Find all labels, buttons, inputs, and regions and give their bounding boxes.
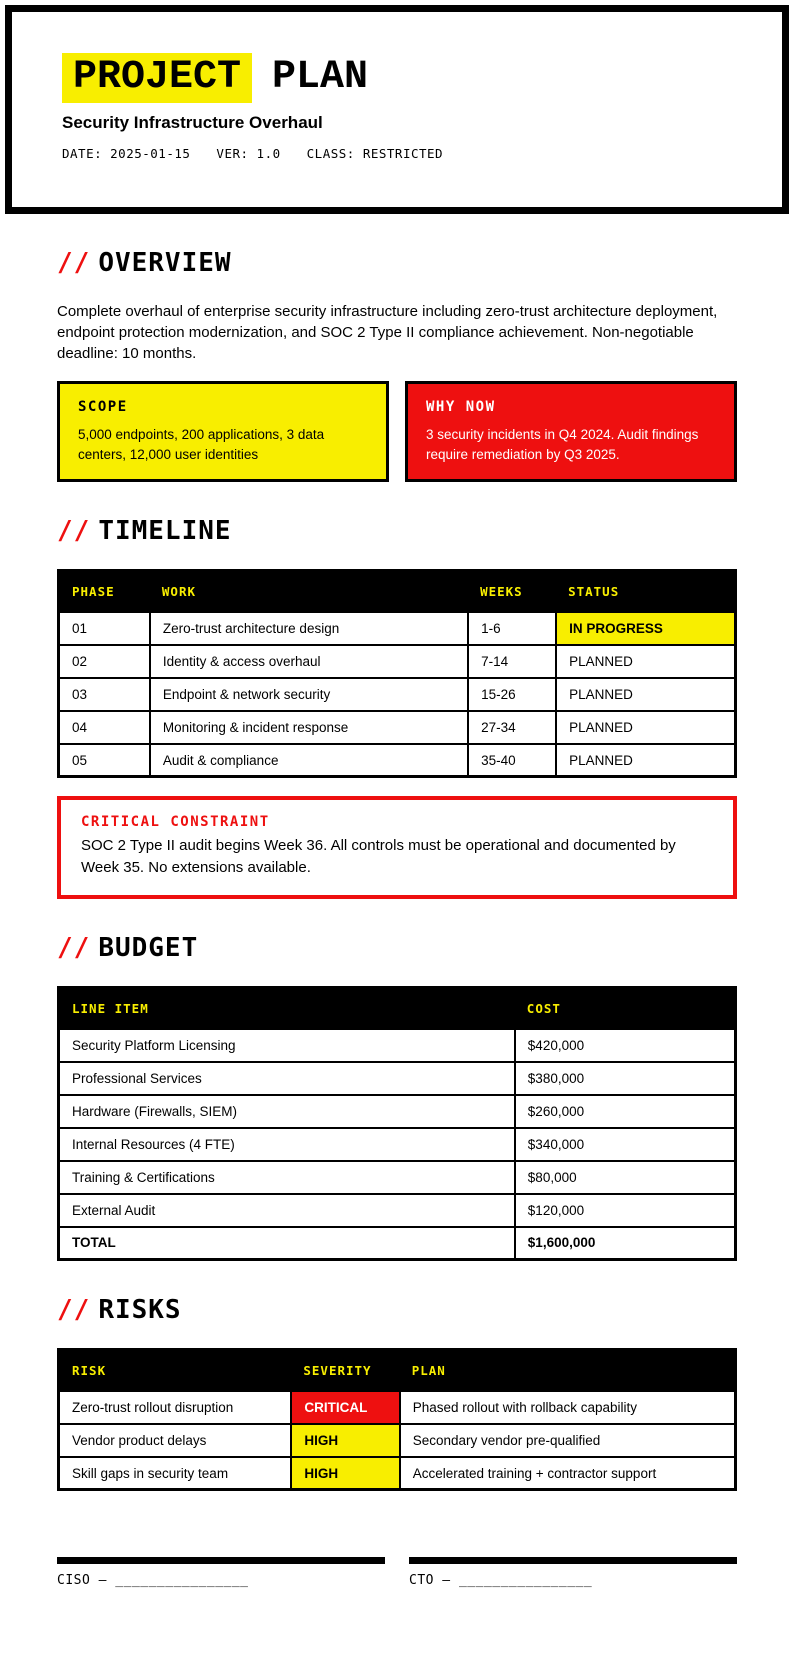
line-item-cell: Internal Resources (4 FTE): [59, 1128, 515, 1161]
heading-label: BUDGET: [98, 932, 199, 963]
why-now-callout-box: [405, 381, 737, 483]
critical-constraint-text: SOC 2 Type II audit begins Week 36. All controls must be operational and documented by Week 35. No extensions available.: [81, 837, 676, 877]
column-header-work: WORK: [150, 570, 468, 612]
phase-cell: 04: [59, 711, 150, 744]
budget-row: [59, 1029, 736, 1062]
cost-cell: $420,000: [515, 1029, 736, 1062]
total-cost-cell: $1,600,000: [515, 1227, 736, 1260]
signature-block-cto: CTO — ________________: [409, 1557, 737, 1588]
heading-label: TIMELINE: [98, 516, 232, 547]
status-cell: PLANNED: [556, 744, 735, 777]
severity-badge-high: HIGH: [291, 1457, 399, 1490]
timeline-row: [59, 744, 736, 777]
status-cell: PLANNED: [556, 678, 735, 711]
line-item-cell: Security Platform Licensing: [59, 1029, 515, 1062]
phase-cell: 03: [59, 678, 150, 711]
budget-row: [59, 1095, 736, 1128]
risk-cell: Vendor product delays: [59, 1424, 292, 1457]
overview-paragraph: Complete overhaul of enterprise security infrastructure including zero-trust architecture deployment, endpoint protection modernization, and SOC 2 Type II compliance achievement. Non-negotiable deadline: 10 months.: [57, 302, 718, 363]
risk-row: [59, 1457, 736, 1490]
signature-row: [57, 1557, 737, 1588]
cost-cell: $80,000: [515, 1161, 736, 1194]
timeline-table: [57, 569, 737, 779]
budget-total-row: [59, 1227, 736, 1260]
risk-row: [59, 1391, 736, 1424]
status-cell: PLANNED: [556, 645, 735, 678]
column-header-phase: PHASE: [59, 570, 150, 612]
work-cell: Zero-trust architecture design: [150, 612, 468, 645]
column-header-severity: SEVERITY: [291, 1349, 399, 1391]
page-title: [62, 53, 732, 103]
weeks-cell: 15-26: [468, 678, 556, 711]
heading-slashes: //: [57, 516, 91, 547]
section-heading-risks: [57, 1295, 737, 1326]
line-item-cell: Hardware (Firewalls, SIEM): [59, 1095, 515, 1128]
scope-callout-box: [57, 381, 389, 483]
column-header-status: STATUS: [556, 570, 735, 612]
cost-cell: $380,000: [515, 1062, 736, 1095]
timeline-row: [59, 711, 736, 744]
line-item-cell: External Audit: [59, 1194, 515, 1227]
heading-slashes: //: [57, 248, 91, 278]
column-header-weeks: WEEKS: [468, 570, 556, 612]
risk-cell: Zero-trust rollout disruption: [59, 1391, 292, 1424]
timeline-row: [59, 645, 736, 678]
heading-slashes: //: [57, 1295, 91, 1326]
why-now-callout-title: WHY NOW: [426, 398, 496, 415]
heading-slashes: //: [57, 932, 91, 963]
budget-row: [59, 1128, 736, 1161]
document-subtitle: Security Infrastructure Overhaul: [62, 113, 323, 132]
scope-callout-title: SCOPE: [78, 398, 128, 415]
section-heading-budget: [57, 933, 737, 964]
signature-block-ciso: CISO — ________________: [57, 1557, 385, 1588]
phase-cell: 01: [59, 612, 150, 645]
severity-badge-high: HIGH: [291, 1424, 399, 1457]
budget-table: [57, 986, 737, 1262]
cost-cell: $120,000: [515, 1194, 736, 1227]
timeline-row: [59, 612, 736, 645]
why-now-callout-text: 3 security incidents in Q4 2024. Audit findings require remediation by Q3 2025.: [426, 426, 699, 462]
status-cell: PLANNED: [556, 711, 735, 744]
document-meta: [62, 146, 732, 161]
cost-cell: $260,000: [515, 1095, 736, 1128]
section-heading-timeline: [57, 516, 737, 547]
critical-constraint-box: [57, 796, 737, 899]
heading-label: OVERVIEW: [98, 248, 232, 278]
column-header-cost: COST: [515, 987, 736, 1029]
plan-cell: Accelerated training + contractor support: [400, 1457, 736, 1490]
column-header-line-item: LINE ITEM: [59, 987, 515, 1029]
page-title-highlighted-word: PROJECT: [62, 53, 252, 103]
severity-badge-critical: CRITICAL: [291, 1391, 399, 1424]
meta-version: VER: 1.0: [216, 146, 281, 161]
budget-header-row: [59, 987, 736, 1029]
work-cell: Identity & access overhaul: [150, 645, 468, 678]
line-item-cell: Professional Services: [59, 1062, 515, 1095]
plan-cell: Secondary vendor pre-qualified: [400, 1424, 736, 1457]
timeline-row: [59, 678, 736, 711]
page-title-rest: PLAN: [272, 55, 369, 100]
cost-cell: $340,000: [515, 1128, 736, 1161]
budget-row: [59, 1194, 736, 1227]
work-cell: Monitoring & incident response: [150, 711, 468, 744]
critical-constraint-title: CRITICAL CONSTRAINT: [81, 814, 270, 831]
phase-cell: 05: [59, 744, 150, 777]
heading-label: RISKS: [98, 1295, 182, 1326]
document-body: [57, 248, 737, 1658]
timeline-header-row: [59, 570, 736, 612]
weeks-cell: 7-14: [468, 645, 556, 678]
work-cell: Endpoint & network security: [150, 678, 468, 711]
risks-table: [57, 1348, 737, 1492]
weeks-cell: 1-6: [468, 612, 556, 645]
phase-cell: 02: [59, 645, 150, 678]
document-header: [5, 5, 789, 214]
budget-row: [59, 1062, 736, 1095]
section-heading-overview: [57, 248, 737, 279]
budget-row: [59, 1161, 736, 1194]
scope-callout-text: 5,000 endpoints, 200 applications, 3 data centers, 12,000 user identities: [78, 426, 325, 462]
risk-row: [59, 1424, 736, 1457]
status-cell-in-progress: IN PROGRESS: [556, 612, 735, 645]
meta-date: DATE: 2025-01-15: [62, 146, 191, 161]
meta-classification: CLASS: RESTRICTED: [306, 146, 444, 161]
weeks-cell: 35-40: [468, 744, 556, 777]
risks-header-row: [59, 1349, 736, 1391]
column-header-risk: RISK: [59, 1349, 292, 1391]
overview-callout-row: [57, 381, 737, 483]
risk-cell: Skill gaps in security team: [59, 1457, 292, 1490]
weeks-cell: 27-34: [468, 711, 556, 744]
total-label-cell: TOTAL: [59, 1227, 515, 1260]
column-header-plan: PLAN: [400, 1349, 736, 1391]
line-item-cell: Training & Certifications: [59, 1161, 515, 1194]
work-cell: Audit & compliance: [150, 744, 468, 777]
plan-cell: Phased rollout with rollback capability: [400, 1391, 736, 1424]
